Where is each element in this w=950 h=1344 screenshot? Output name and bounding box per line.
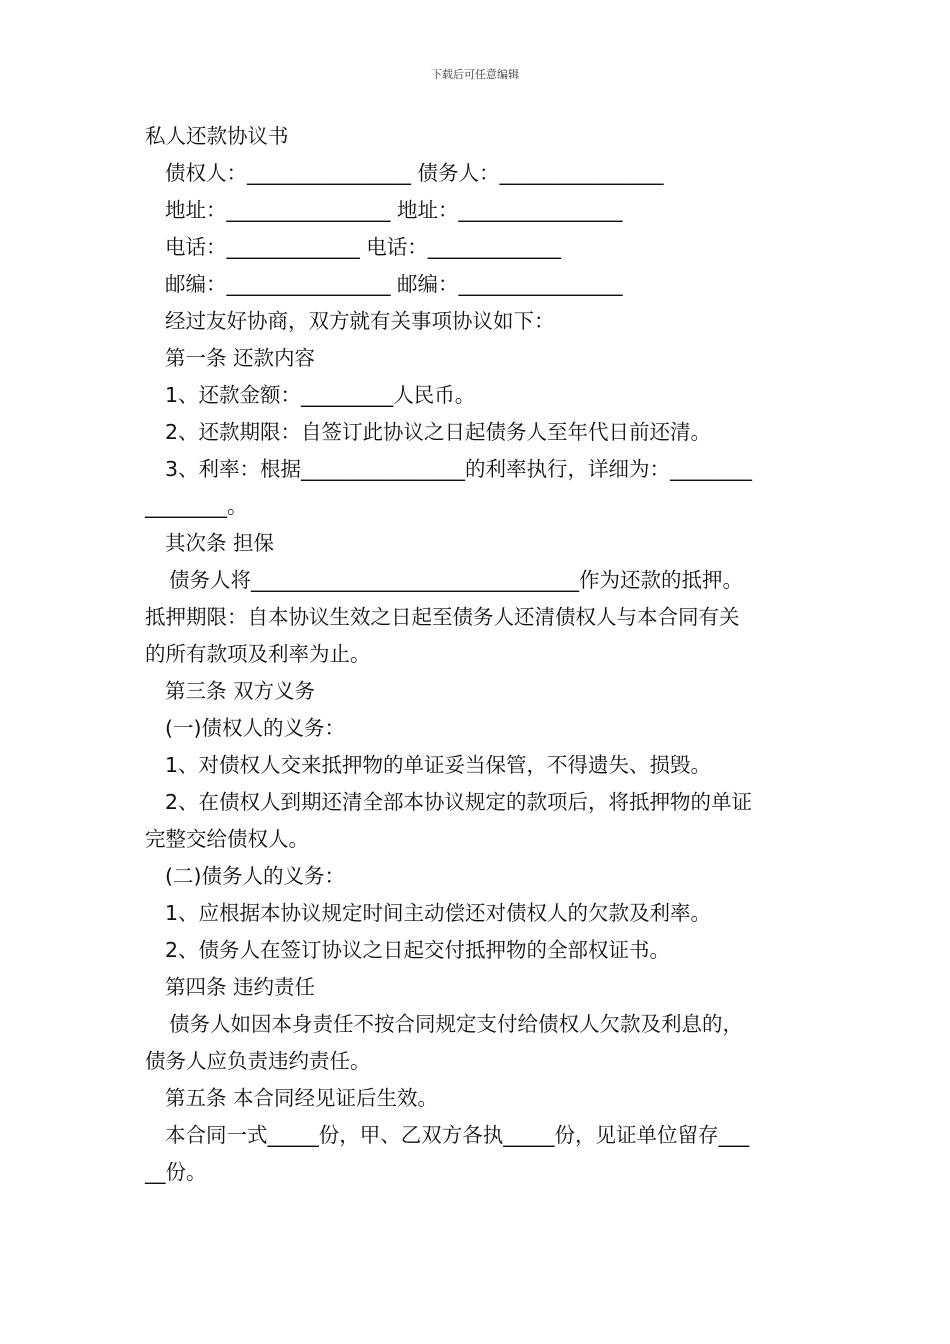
intro-paragraph: 经过友好协商，双方就有关事项协议如下： xyxy=(165,309,555,333)
article-1-heading: 第一条 还款内容 xyxy=(165,346,316,370)
article-2-paragraph-1: 债务人将________________________________作为还款的抵押。 xyxy=(169,568,743,592)
debtor-obligations-heading: (二)债务人的义务： xyxy=(165,864,345,888)
article-2-paragraph-2: 抵押期限：自本协议生效之日起至债务人还清债权人与本合同有关 xyxy=(145,605,740,629)
article-1-item-3: 3、利率：根据________________的利率执行，详细为：________ xyxy=(165,457,753,481)
copies-paragraph-continued: __份。 xyxy=(145,1160,207,1184)
article-2-paragraph-2-continued: 的所有款项及利率为止。 xyxy=(145,642,371,666)
phone-line: 电话：_____________ 电话：_____________ xyxy=(165,235,562,259)
article-1-item-1: 1、还款金额：_________人民币。 xyxy=(165,383,476,407)
creditor-obligation-2: 2、在债权人到期还清全部本协议规定的款项后，将抵押物的单证 xyxy=(165,790,753,814)
article-2-heading: 其次条 担保 xyxy=(165,531,275,555)
agreement-document xyxy=(145,118,809,1191)
article-1-item-3-continued: ________。 xyxy=(145,494,248,518)
debtor-obligation-2: 2、债务人在签订协议之日起交付抵押物的全部权证书。 xyxy=(165,938,671,962)
address-line: 地址：________________ 地址：________________ xyxy=(165,198,623,222)
article-1-item-2: 2、还款期限：自签订此协议之日起债务人至年代日前还清。 xyxy=(165,420,712,444)
article-4-paragraph: 债务人如因本身责任不按合同规定支付给债权人欠款及利息的， xyxy=(169,1012,743,1036)
creditor-obligation-2-continued: 完整交给债权人。 xyxy=(145,827,309,851)
article-4-heading: 第四条 违约责任 xyxy=(165,975,316,999)
page-header-note: 下载后可任意编辑 xyxy=(431,68,519,81)
article-3-heading: 第三条 双方义务 xyxy=(165,679,316,703)
copies-paragraph: 本合同一式_____份，甲、乙双方各执_____份，见证单位留存___ xyxy=(165,1123,750,1147)
debtor-obligation-1: 1、应根据本协议规定时间主动偿还对债权人的欠款及利率。 xyxy=(165,901,712,925)
creditor-obligations-heading: (一)债权人的义务： xyxy=(165,716,345,740)
article-4-paragraph-continued: 债务人应负责违约责任。 xyxy=(145,1049,371,1073)
article-5-heading: 第五条 本合同经见证后生效。 xyxy=(165,1086,439,1110)
creditor-debtor-line: 债权人：________________ 债务人：________________ xyxy=(165,161,664,185)
document-title: 私人还款协议书 xyxy=(145,124,289,148)
postcode-line: 邮编：________________ 邮编：________________ xyxy=(165,272,623,296)
creditor-obligation-1: 1、对债权人交来抵押物的单证妥当保管，不得遗失、损毁。 xyxy=(165,753,712,777)
